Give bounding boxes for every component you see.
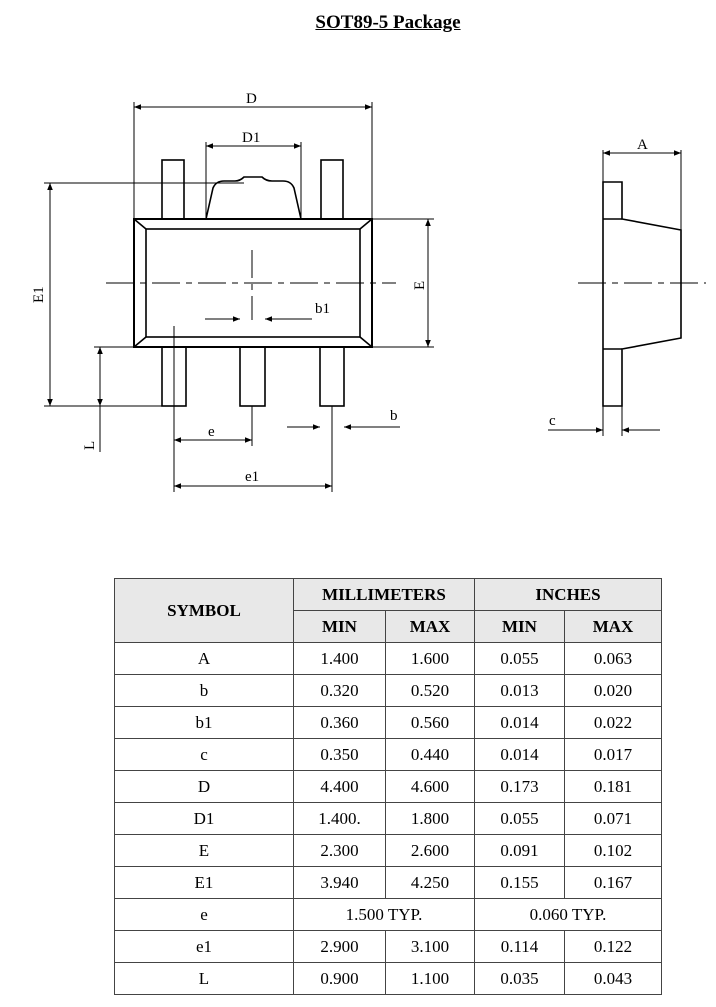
table-row: [115, 867, 662, 899]
in-min-cell: 0.055: [475, 803, 565, 835]
in-min-cell: 0.013: [475, 675, 565, 707]
side-view: [603, 182, 681, 406]
label-D1: D1: [242, 130, 261, 146]
table-row: [115, 771, 662, 803]
table-row: [115, 963, 662, 995]
in-min-cell: 0.114: [475, 931, 565, 963]
symbol-cell: b1: [115, 707, 294, 739]
symbol-cell: D: [115, 771, 294, 803]
table-row: [115, 739, 662, 771]
dimensions-table: [114, 578, 662, 995]
mm-max-cell: 0.520: [386, 675, 475, 707]
mm-max-cell: 3.100: [386, 931, 475, 963]
mm-min-cell: 2.300: [294, 835, 386, 867]
mm-min-header: MIN: [294, 611, 386, 643]
symbol-header: SYMBOL: [115, 579, 294, 643]
symbol-cell: e1: [115, 931, 294, 963]
mm-max-cell: 1.800: [386, 803, 475, 835]
in-min-cell: 0.055: [475, 643, 565, 675]
mm-min-cell: 1.400.: [294, 803, 386, 835]
in-max-cell: 0.122: [565, 931, 662, 963]
mm-min-cell: 0.360: [294, 707, 386, 739]
bottom-lead-center: [240, 347, 265, 406]
table-row: [115, 803, 662, 835]
table-row: [115, 899, 662, 931]
label-b: b: [390, 408, 398, 424]
mm-max-cell: 1.600: [386, 643, 475, 675]
label-L: L: [82, 440, 98, 450]
table-row: [115, 931, 662, 963]
mm-min-cell: 4.400: [294, 771, 386, 803]
table-row: [115, 675, 662, 707]
in-max-cell: 0.071: [565, 803, 662, 835]
mm-min-cell: 0.350: [294, 739, 386, 771]
label-D: D: [246, 91, 257, 107]
mm-max-cell: 2.600: [386, 835, 475, 867]
in-min-cell: 0.014: [475, 707, 565, 739]
in-max-cell: 0.043: [565, 963, 662, 995]
in-typ-cell: 0.060 TYP.: [475, 899, 662, 931]
mm-max-cell: 0.560: [386, 707, 475, 739]
label-e1: e1: [245, 469, 260, 485]
bottom-lead-right: [320, 347, 344, 406]
in-max-header: MAX: [565, 611, 662, 643]
table-body: [115, 643, 662, 995]
symbol-cell: L: [115, 963, 294, 995]
top-lead-right: [321, 160, 343, 219]
mm-min-cell: 1.400: [294, 643, 386, 675]
in-max-cell: 0.181: [565, 771, 662, 803]
in-min-cell: 0.091: [475, 835, 565, 867]
symbol-cell: D1: [115, 803, 294, 835]
label-E: E: [412, 280, 428, 290]
in-min-header: MIN: [475, 611, 565, 643]
in-max-cell: 0.017: [565, 739, 662, 771]
table-row: [115, 835, 662, 867]
in-min-cell: 0.014: [475, 739, 565, 771]
mm-max-cell: 4.600: [386, 771, 475, 803]
mm-min-cell: 3.940: [294, 867, 386, 899]
label-A: A: [637, 137, 648, 153]
symbol-cell: b: [115, 675, 294, 707]
mm-max-cell: 4.250: [386, 867, 475, 899]
page-title: SOT89-5 Package: [315, 12, 461, 33]
symbol-cell: E: [115, 835, 294, 867]
millimeters-header: MILLIMETERS: [294, 579, 475, 611]
symbol-cell: c: [115, 739, 294, 771]
mm-max-cell: 1.100: [386, 963, 475, 995]
in-max-cell: 0.020: [565, 675, 662, 707]
mm-min-cell: 0.900: [294, 963, 386, 995]
in-min-cell: 0.035: [475, 963, 565, 995]
mm-min-cell: 0.320: [294, 675, 386, 707]
label-e: e: [208, 424, 215, 440]
in-min-cell: 0.155: [475, 867, 565, 899]
in-max-cell: 0.063: [565, 643, 662, 675]
in-max-cell: 0.167: [565, 867, 662, 899]
symbol-cell: A: [115, 643, 294, 675]
label-b1: b1: [315, 301, 330, 317]
in-min-cell: 0.173: [475, 771, 565, 803]
table-row: [115, 707, 662, 739]
mm-typ-cell: 1.500 TYP.: [294, 899, 475, 931]
mm-max-cell: 0.440: [386, 739, 475, 771]
top-lead-left: [162, 160, 184, 219]
table-row: [115, 643, 662, 675]
inches-header: INCHES: [475, 579, 662, 611]
in-max-cell: 0.022: [565, 707, 662, 739]
label-E1: E1: [31, 286, 47, 303]
in-max-cell: 0.102: [565, 835, 662, 867]
symbol-cell: E1: [115, 867, 294, 899]
mm-max-header: MAX: [386, 611, 475, 643]
label-c: c: [549, 413, 556, 429]
symbol-cell: e: [115, 899, 294, 931]
mm-min-cell: 2.900: [294, 931, 386, 963]
